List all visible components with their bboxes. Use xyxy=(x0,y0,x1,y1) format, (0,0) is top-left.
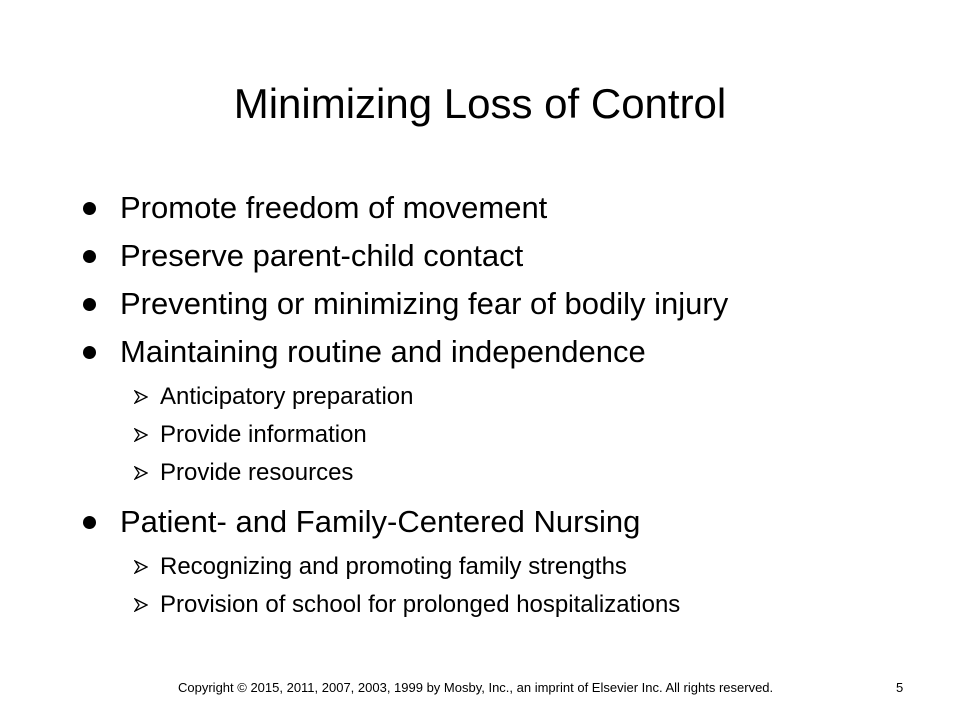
bullet-dot-icon xyxy=(83,298,96,311)
slide-title: Minimizing Loss of Control xyxy=(233,80,727,127)
sub-bullet-list xyxy=(80,548,940,624)
bullet-text: Maintaining routine and independence xyxy=(120,334,646,369)
bullet-text: Preventing or minimizing fear of bodily injury xyxy=(120,286,729,321)
sub-bullet-text: Recognizing and promoting family strengths xyxy=(160,553,627,580)
bullet-dot-icon xyxy=(83,516,96,529)
bullet-list xyxy=(80,184,940,630)
bullet-item xyxy=(80,184,940,232)
bullet-item xyxy=(80,280,940,328)
bullet-item xyxy=(80,232,940,280)
bullet-item xyxy=(80,498,940,546)
page-number: 5 xyxy=(896,680,904,695)
sub-bullet-item xyxy=(80,548,940,586)
arrowhead-right-icon xyxy=(134,428,148,442)
sub-bullet-text: Anticipatory preparation xyxy=(160,383,414,410)
sub-bullet-item xyxy=(80,586,940,624)
sub-bullet-list xyxy=(80,378,940,492)
arrowhead-right-icon xyxy=(134,466,148,480)
sub-bullet-item xyxy=(80,454,940,492)
bullet-item xyxy=(80,328,940,376)
copyright-notice: Copyright © 2015, 2011, 2007, 2003, 1999 by Mosby, Inc., an imprint of Elsevier Inc. All rights reserved. xyxy=(178,680,774,695)
bullet-dot-icon xyxy=(83,250,96,263)
arrowhead-right-icon xyxy=(134,560,148,574)
slide-footer xyxy=(0,676,960,700)
bullet-text: Promote freedom of movement xyxy=(120,190,548,225)
arrowhead-right-icon xyxy=(134,390,148,404)
bullet-dot-icon xyxy=(83,346,96,359)
sub-bullet-text: Provision of school for prolonged hospitalizations xyxy=(160,591,681,618)
bullet-text: Patient- and Family-Centered Nursing xyxy=(120,504,641,539)
bullet-text: Preserve parent-child contact xyxy=(120,238,524,273)
sub-bullet-item xyxy=(80,416,940,454)
sub-bullet-text: Provide resources xyxy=(160,459,354,486)
bullet-dot-icon xyxy=(83,202,96,215)
sub-bullet-item xyxy=(80,378,940,416)
sub-bullet-text: Provide information xyxy=(160,421,367,448)
arrowhead-right-icon xyxy=(134,598,148,612)
